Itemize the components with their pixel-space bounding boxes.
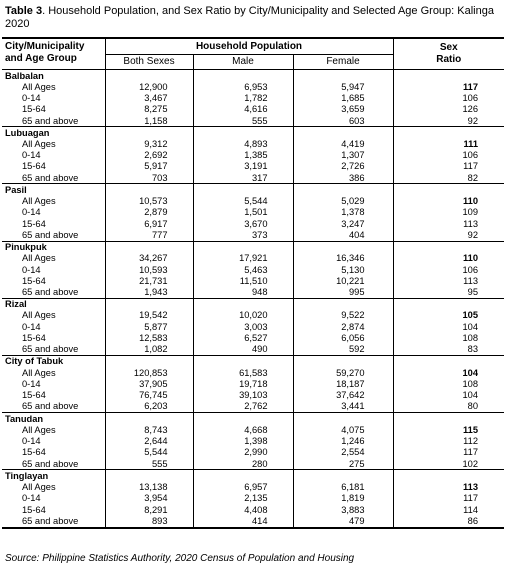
age-group-label: All Ages xyxy=(22,310,56,321)
city-empty-cell xyxy=(293,413,393,425)
both-sexes-value: 703 xyxy=(105,172,193,184)
male-value: 10,020 xyxy=(193,310,293,321)
age-group-label: 0-14 xyxy=(22,436,41,447)
both-sexes-value: 2,879 xyxy=(105,207,193,218)
both-sexes-value: 76,745 xyxy=(105,390,193,401)
city-empty-cell xyxy=(293,298,393,310)
male-value: 2,135 xyxy=(193,493,293,504)
header-both-sexes: Both Sexes xyxy=(105,55,193,70)
age-group-row xyxy=(2,378,504,389)
header-sex-ratio xyxy=(393,38,504,70)
male-value: 5,463 xyxy=(193,264,293,275)
age-group-label: 0-14 xyxy=(22,207,41,218)
both-sexes-value: 3,954 xyxy=(105,493,193,504)
city-name: Rizal xyxy=(5,299,27,310)
both-sexes-value: 21,731 xyxy=(105,275,193,286)
age-group-row xyxy=(2,344,504,356)
city-empty-cell xyxy=(293,355,393,367)
age-group-row xyxy=(2,447,504,458)
city-name: City of Tabuk xyxy=(5,356,64,367)
age-group-row xyxy=(2,81,504,92)
male-value: 373 xyxy=(193,229,293,241)
sex-ratio-value: 86 xyxy=(393,515,504,527)
city-row xyxy=(2,413,504,425)
sex-ratio-value: 126 xyxy=(393,104,504,115)
both-sexes-value: 8,743 xyxy=(105,424,193,435)
male-value: 4,616 xyxy=(193,104,293,115)
city-empty-cell xyxy=(293,241,393,253)
sex-ratio-value: 82 xyxy=(393,172,504,184)
age-group-label: 15-64 xyxy=(22,504,46,515)
female-value: 5,947 xyxy=(293,81,393,92)
header-household-population: Household Population xyxy=(105,38,393,55)
sex-ratio-value: 113 xyxy=(393,218,504,229)
female-value: 6,056 xyxy=(293,332,393,343)
female-value: 3,247 xyxy=(293,218,393,229)
city-empty-cell xyxy=(105,413,193,425)
age-group-label: All Ages xyxy=(22,424,56,435)
female-value: 3,441 xyxy=(293,401,393,413)
male-value: 414 xyxy=(193,515,293,527)
sex-ratio-value: 117 xyxy=(393,447,504,458)
female-value: 1,246 xyxy=(293,435,393,446)
city-empty-cell xyxy=(193,413,293,425)
city-empty-cell xyxy=(193,470,293,482)
age-group-label: 0-14 xyxy=(22,378,41,389)
age-group-row xyxy=(2,172,504,184)
male-value: 19,718 xyxy=(193,378,293,389)
city-empty-cell xyxy=(293,184,393,196)
male-value: 6,527 xyxy=(193,332,293,343)
age-group-label: All Ages xyxy=(22,196,56,207)
age-group-row xyxy=(2,149,504,160)
age-group-label: 15-64 xyxy=(22,447,46,458)
both-sexes-value: 8,291 xyxy=(105,504,193,515)
sex-ratio-value: 104 xyxy=(393,367,504,378)
city-row xyxy=(2,355,504,367)
city-empty-cell xyxy=(393,70,504,82)
age-group-row xyxy=(2,310,504,321)
both-sexes-value: 555 xyxy=(105,458,193,470)
city-empty-cell xyxy=(193,127,293,139)
city-row xyxy=(2,298,504,310)
sex-ratio-value: 108 xyxy=(393,378,504,389)
age-group-row xyxy=(2,115,504,127)
age-group-row xyxy=(2,504,504,515)
sex-ratio-value: 106 xyxy=(393,92,504,103)
female-value: 6,181 xyxy=(293,481,393,492)
city-empty-cell xyxy=(193,70,293,82)
age-group-label: All Ages xyxy=(22,367,56,378)
male-value: 2,990 xyxy=(193,447,293,458)
female-value: 2,874 xyxy=(293,321,393,332)
age-group-label: 65 and above xyxy=(2,172,105,184)
female-value: 18,187 xyxy=(293,378,393,389)
both-sexes-value: 1,943 xyxy=(105,286,193,298)
male-value: 1,385 xyxy=(193,149,293,160)
both-sexes-value: 1,082 xyxy=(105,344,193,356)
age-group-label: All Ages xyxy=(22,81,56,92)
both-sexes-value: 13,138 xyxy=(105,481,193,492)
city-name: Tinglayan xyxy=(5,470,49,481)
age-group-row xyxy=(2,161,504,172)
age-group-row xyxy=(2,253,504,264)
age-group-row xyxy=(2,515,504,527)
sex-ratio-value: 104 xyxy=(393,321,504,332)
male-value: 3,003 xyxy=(193,321,293,332)
table-caption-text: . Household Population, and Sex Ratio by City/Municipality and Selected Age Group: Kalinga 2020 xyxy=(5,5,494,30)
male-value: 3,191 xyxy=(193,161,293,172)
age-group-label: 0-14 xyxy=(22,493,41,504)
sex-ratio-value: 109 xyxy=(393,207,504,218)
age-group-row xyxy=(2,104,504,115)
sex-ratio-value: 108 xyxy=(393,332,504,343)
male-value: 280 xyxy=(193,458,293,470)
sex-ratio-value: 110 xyxy=(393,253,504,264)
male-value: 61,583 xyxy=(193,367,293,378)
city-empty-cell xyxy=(193,184,293,196)
city-empty-cell xyxy=(105,127,193,139)
city-empty-cell xyxy=(393,298,504,310)
female-value: 37,642 xyxy=(293,390,393,401)
city-empty-cell xyxy=(393,241,504,253)
female-value: 3,659 xyxy=(293,104,393,115)
female-value: 4,419 xyxy=(293,138,393,149)
city-empty-cell xyxy=(393,355,504,367)
age-group-label: 65 and above xyxy=(2,515,105,527)
male-value: 4,668 xyxy=(193,424,293,435)
city-empty-cell xyxy=(293,127,393,139)
female-value: 1,378 xyxy=(293,207,393,218)
male-value: 4,408 xyxy=(193,504,293,515)
city-empty-cell xyxy=(105,470,193,482)
female-value: 16,346 xyxy=(293,253,393,264)
male-value: 6,953 xyxy=(193,81,293,92)
age-group-label: 65 and above xyxy=(2,286,105,298)
female-value: 1,819 xyxy=(293,493,393,504)
sex-ratio-value: 113 xyxy=(393,481,504,492)
city-name: Lubuagan xyxy=(5,127,50,138)
city-empty-cell xyxy=(293,470,393,482)
city-name: Pinukpuk xyxy=(5,242,47,253)
both-sexes-value: 8,275 xyxy=(105,104,193,115)
city-row xyxy=(2,241,504,253)
age-group-label: 65 and above xyxy=(2,344,105,356)
city-empty-cell xyxy=(105,355,193,367)
age-group-label: 65 and above xyxy=(2,401,105,413)
city-row xyxy=(2,470,504,482)
both-sexes-value: 34,267 xyxy=(105,253,193,264)
both-sexes-value: 3,467 xyxy=(105,92,193,103)
city-name: Pasil xyxy=(5,184,27,195)
header-female: Female xyxy=(293,55,393,70)
age-group-row xyxy=(2,207,504,218)
female-value: 592 xyxy=(293,344,393,356)
male-value: 17,921 xyxy=(193,253,293,264)
city-row xyxy=(2,184,504,196)
header-city-age xyxy=(2,38,105,70)
sex-ratio-value: 80 xyxy=(393,401,504,413)
female-value: 995 xyxy=(293,286,393,298)
male-value: 1,398 xyxy=(193,435,293,446)
city-name: Tanudan xyxy=(5,413,44,424)
male-value: 1,782 xyxy=(193,92,293,103)
age-group-label: 15-64 xyxy=(22,218,46,229)
age-group-label: 65 and above xyxy=(2,458,105,470)
age-group-label: 0-14 xyxy=(22,321,41,332)
city-empty-cell xyxy=(193,355,293,367)
age-group-label: 0-14 xyxy=(22,150,41,161)
age-group-label: 15-64 xyxy=(22,332,46,343)
city-empty-cell xyxy=(193,241,293,253)
both-sexes-value: 10,573 xyxy=(105,195,193,206)
age-group-label: All Ages xyxy=(22,138,56,149)
female-value: 3,883 xyxy=(293,504,393,515)
table-caption-label: Table 3 xyxy=(5,5,43,17)
both-sexes-value: 120,853 xyxy=(105,367,193,378)
header-city-line1: City/Municipality xyxy=(5,41,85,52)
sex-ratio-value: 113 xyxy=(393,275,504,286)
both-sexes-value: 5,544 xyxy=(105,447,193,458)
female-value: 479 xyxy=(293,515,393,527)
age-group-label: 65 and above xyxy=(2,229,105,241)
header-sex-ratio-line2: Ratio xyxy=(436,54,462,65)
male-value: 11,510 xyxy=(193,275,293,286)
female-value: 2,554 xyxy=(293,447,393,458)
age-group-row xyxy=(2,401,504,413)
both-sexes-value: 19,542 xyxy=(105,310,193,321)
sex-ratio-value: 83 xyxy=(393,344,504,356)
age-group-label: All Ages xyxy=(22,481,56,492)
sex-ratio-value: 95 xyxy=(393,286,504,298)
header-male: Male xyxy=(193,55,293,70)
city-empty-cell xyxy=(105,298,193,310)
both-sexes-value: 2,692 xyxy=(105,149,193,160)
age-group-row xyxy=(2,229,504,241)
age-group-row xyxy=(2,138,504,149)
age-group-label: 15-64 xyxy=(22,161,46,172)
female-value: 1,685 xyxy=(293,92,393,103)
age-group-row xyxy=(2,367,504,378)
age-group-row xyxy=(2,424,504,435)
sex-ratio-value: 92 xyxy=(393,115,504,127)
sex-ratio-value: 112 xyxy=(393,435,504,446)
sex-ratio-value: 104 xyxy=(393,390,504,401)
header-sex-ratio-line1: Sex xyxy=(439,42,458,53)
male-value: 6,957 xyxy=(193,481,293,492)
female-value: 1,307 xyxy=(293,149,393,160)
age-group-row xyxy=(2,321,504,332)
age-group-row xyxy=(2,458,504,470)
female-value: 5,130 xyxy=(293,264,393,275)
city-name: Balbalan xyxy=(5,70,44,81)
sex-ratio-value: 105 xyxy=(393,310,504,321)
sex-ratio-value: 106 xyxy=(393,149,504,160)
sex-ratio-value: 111 xyxy=(393,138,504,149)
both-sexes-value: 10,593 xyxy=(105,264,193,275)
age-group-label: 0-14 xyxy=(22,92,41,103)
age-group-row xyxy=(2,390,504,401)
male-value: 555 xyxy=(193,115,293,127)
city-empty-cell xyxy=(193,298,293,310)
male-value: 4,893 xyxy=(193,138,293,149)
table-body xyxy=(2,70,504,528)
sex-ratio-value: 110 xyxy=(393,195,504,206)
city-row xyxy=(2,127,504,139)
age-group-row xyxy=(2,332,504,343)
age-group-row xyxy=(2,286,504,298)
both-sexes-value: 777 xyxy=(105,229,193,241)
both-sexes-value: 12,900 xyxy=(105,81,193,92)
both-sexes-value: 893 xyxy=(105,515,193,527)
age-group-label: 15-64 xyxy=(22,104,46,115)
both-sexes-value: 9,312 xyxy=(105,138,193,149)
city-empty-cell xyxy=(293,70,393,82)
age-group-row xyxy=(2,481,504,492)
male-value: 948 xyxy=(193,286,293,298)
city-row xyxy=(2,70,504,82)
both-sexes-value: 12,583 xyxy=(105,332,193,343)
female-value: 5,029 xyxy=(293,195,393,206)
age-group-row xyxy=(2,264,504,275)
both-sexes-value: 2,644 xyxy=(105,435,193,446)
male-value: 39,103 xyxy=(193,390,293,401)
age-group-label: 15-64 xyxy=(22,275,46,286)
sex-ratio-value: 114 xyxy=(393,504,504,515)
age-group-row xyxy=(2,92,504,103)
female-value: 59,270 xyxy=(293,367,393,378)
both-sexes-value: 1,158 xyxy=(105,115,193,127)
female-value: 603 xyxy=(293,115,393,127)
source-note: Source: Philippine Statistics Authority, 2020 Census of Population and Housing xyxy=(5,553,355,564)
male-value: 317 xyxy=(193,172,293,184)
city-empty-cell xyxy=(105,241,193,253)
city-empty-cell xyxy=(105,184,193,196)
sex-ratio-value: 115 xyxy=(393,424,504,435)
female-value: 275 xyxy=(293,458,393,470)
age-group-label: 65 and above xyxy=(2,115,105,127)
male-value: 490 xyxy=(193,344,293,356)
sex-ratio-value: 102 xyxy=(393,458,504,470)
city-empty-cell xyxy=(393,470,504,482)
male-value: 1,501 xyxy=(193,207,293,218)
age-group-row xyxy=(2,493,504,504)
age-group-row xyxy=(2,275,504,286)
male-value: 3,670 xyxy=(193,218,293,229)
both-sexes-value: 37,905 xyxy=(105,378,193,389)
both-sexes-value: 5,917 xyxy=(105,161,193,172)
both-sexes-value: 6,203 xyxy=(105,401,193,413)
sex-ratio-value: 117 xyxy=(393,161,504,172)
female-value: 9,522 xyxy=(293,310,393,321)
female-value: 4,075 xyxy=(293,424,393,435)
female-value: 404 xyxy=(293,229,393,241)
age-group-row xyxy=(2,435,504,446)
age-group-label: All Ages xyxy=(22,253,56,264)
female-value: 2,726 xyxy=(293,161,393,172)
city-empty-cell xyxy=(393,184,504,196)
sex-ratio-value: 117 xyxy=(393,493,504,504)
age-group-row xyxy=(2,218,504,229)
header-city-line2: and Age Group xyxy=(5,53,77,64)
age-group-label: 0-14 xyxy=(22,264,41,275)
both-sexes-value: 5,877 xyxy=(105,321,193,332)
city-empty-cell xyxy=(393,127,504,139)
male-value: 5,544 xyxy=(193,195,293,206)
city-empty-cell xyxy=(105,70,193,82)
table-caption xyxy=(5,5,500,31)
both-sexes-value: 6,917 xyxy=(105,218,193,229)
age-group-row xyxy=(2,195,504,206)
female-value: 386 xyxy=(293,172,393,184)
city-empty-cell xyxy=(393,413,504,425)
sex-ratio-value: 92 xyxy=(393,229,504,241)
age-group-label: 15-64 xyxy=(22,390,46,401)
sex-ratio-value: 106 xyxy=(393,264,504,275)
female-value: 10,221 xyxy=(293,275,393,286)
male-value: 2,762 xyxy=(193,401,293,413)
population-table xyxy=(2,37,504,529)
sex-ratio-value: 117 xyxy=(393,81,504,92)
